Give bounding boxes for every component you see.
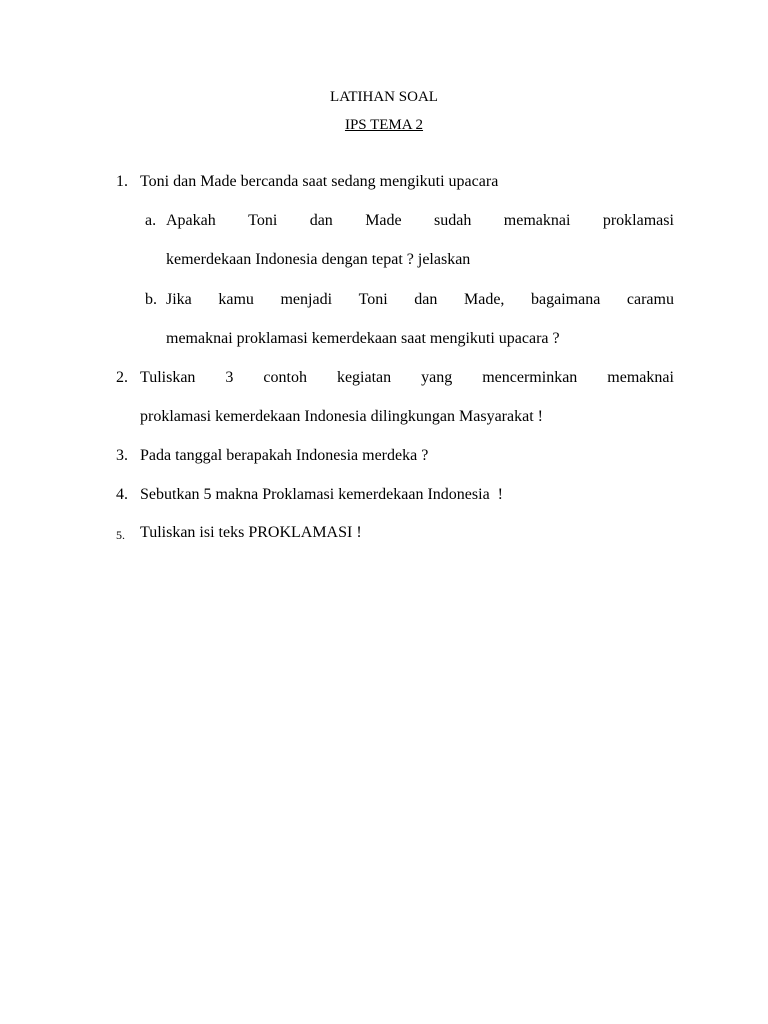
question-4-text: Sebutkan 5 makna Proklamasi kemerdekaan Indonesia ! [140,486,503,503]
question-2-line-1 [140,368,674,388]
word: 3 [225,369,234,386]
question-1-text: Toni dan Made bercanda saat sedang mengikuti upacara [140,173,499,190]
word: dan [309,212,333,229]
word: Made, [463,291,505,308]
question-1b-letter: b. [145,291,157,308]
word: Made [365,212,402,229]
document-title: LATIHAN SOAL [330,89,438,105]
word: yang [421,369,453,386]
question-2-line-2: proklamasi kemerdekaan Indonesia dilingkungan Masyarakat ! [140,408,543,425]
question-3-number: 3. [116,447,128,464]
question-1-number: 1. [116,173,128,190]
word: kegiatan [336,369,392,386]
question-4-number: 4. [116,486,128,503]
word: mencerminkan [482,369,578,386]
word: kamu [218,291,254,308]
document-subtitle: IPS TEMA 2 [344,117,424,133]
question-1a-line-1 [166,211,674,231]
word: Toni [248,212,278,229]
word: dan [414,291,438,308]
question-1a-letter: a. [145,212,157,229]
word: caramu [626,291,674,308]
question-1b-line-1 [166,290,674,310]
question-2-number: 2. [116,369,128,386]
question-1b-line-2: memaknai proklamasi kemerdekaan saat mengikuti upacara ? [166,330,560,347]
word: memaknai [607,369,674,386]
word: Apakah [166,212,216,229]
word: proklamasi [602,212,674,229]
question-5-number: 5. [116,528,125,542]
word: memaknai [503,212,571,229]
word: Toni [358,291,388,308]
question-3-text: Pada tanggal berapakah Indonesia merdeka ? [140,447,429,464]
word: Jika [166,291,192,308]
word: Tuliskan [140,369,196,386]
question-5-text: Tuliskan isi teks PROKLAMASI ! [140,524,362,541]
word: sudah [434,212,472,229]
question-1a-line-2: kemerdekaan Indonesia dengan tepat ? jelaskan [166,251,471,268]
word: bagaimana [531,291,601,308]
word: menjadi [280,291,333,308]
word: contoh [263,369,307,386]
